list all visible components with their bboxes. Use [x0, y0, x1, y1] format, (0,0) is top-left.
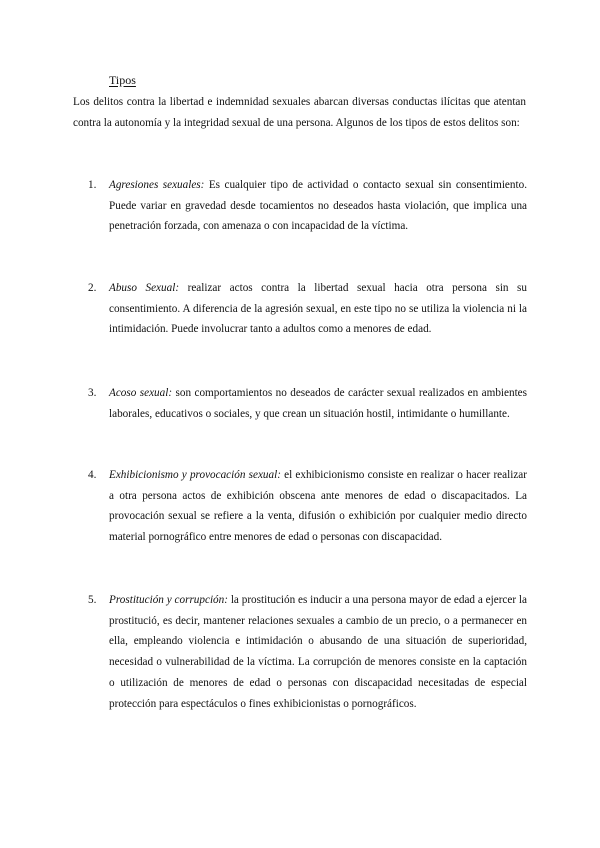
- list-item-number: 1.: [88, 179, 97, 191]
- list-item-term: Agresiones sexuales:: [109, 179, 205, 191]
- list-item-body: [109, 175, 527, 237]
- list-item-text: la prostitución es inducir a una persona mayor de edad a ejercer la prostitució, es decir, mantener relaciones sexuales a cambio de un precio, o a permanecer en ella, empleando violencia e intimidación o abusando de una situación de superioridad, necesidad o vulnerabilidad de la víctima. La corrupción de menores consiste en la captación o utilización de menores de edad o personas con discapacidad necesitadas de especial protección para espectáculos o fines exhibicionistas o pornográficos.: [109, 594, 527, 710]
- list-item-term: Acoso sexual:: [109, 387, 173, 399]
- list-item-number: 4.: [88, 469, 97, 481]
- list-item-term: Prostitución y corrupción:: [109, 594, 228, 606]
- section-heading: Tipos: [109, 73, 136, 87]
- list-item-text: el exhibicionismo consiste en realizar o hacer realizar a otra persona actos de exhibición obscena ante menores de edad o discapacitados. La provocación sexual se refiere a la venta, difusión o exhibición por cualquier medio directo material pornográfico entre menores de edad o personas con discapacidad.: [109, 469, 527, 544]
- intro-paragraph: Los delitos contra la libertad e indemnidad sexuales abarcan diversas conductas ilícitas que atentan contra la autonomía y la integridad sexual de una persona. Algunos de los tipos de estos delitos son:: [73, 96, 526, 129]
- list-item-term: Abuso Sexual:: [109, 282, 180, 294]
- list-item-term: Exhibicionismo y provocación sexual:: [109, 469, 281, 481]
- list-item-body: [109, 278, 527, 340]
- list-item-text: realizar actos contra la libertad sexual hacia otra persona sin su consentimiento. A diferencia de la agresión sexual, en este tipo no se utiliza la violencia ni la intimidación. Puede involucrar tanto a adultos como a menores de edad.: [109, 282, 527, 336]
- list-item-number: 5.: [88, 594, 97, 606]
- list-item-body: [109, 383, 527, 424]
- list-item-text: Es cualquier tipo de actividad o contacto sexual sin consentimiento. Puede variar en gravedad desde tocamientos no deseados hasta violación, que implica una penetración forzada, con amenaza o con incapacidad de la víctima.: [109, 179, 527, 233]
- list-item-number: 3.: [88, 387, 97, 399]
- list-item-body: [109, 590, 527, 714]
- list-item-body: [109, 465, 527, 548]
- list-item-number: 2.: [88, 282, 97, 294]
- list-item-text: son comportamientos no deseados de carácter sexual realizados en ambientes laborales, educativos o sociales, y que crean un situación hostil, intimidante o humillante.: [109, 387, 528, 420]
